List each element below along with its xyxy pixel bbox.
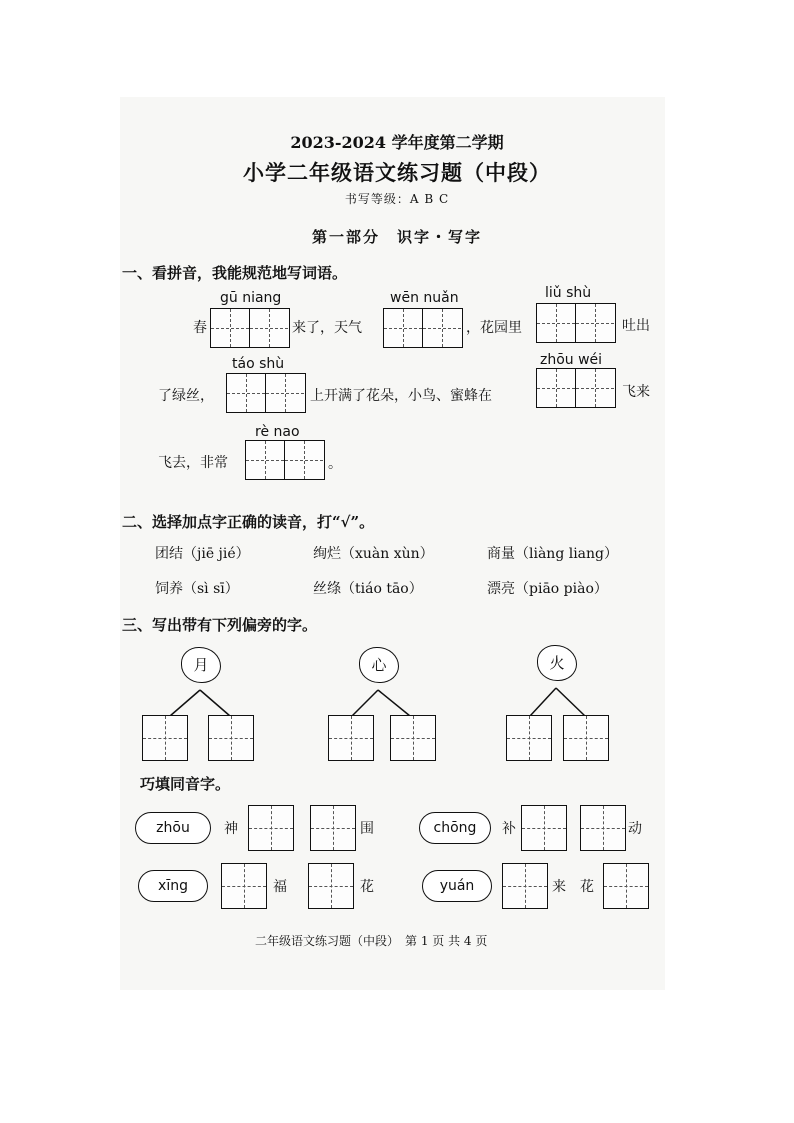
radical-write-box[interactable] <box>328 715 374 761</box>
text-huayuanli: ，花园里 <box>466 320 522 336</box>
homophone-box[interactable] <box>580 805 626 851</box>
radical-cloud-yue: 月 <box>181 647 221 683</box>
radical-write-box[interactable] <box>142 715 188 761</box>
pinyin-pill-chong: chōng <box>419 812 491 844</box>
homophone-box[interactable] <box>603 863 649 909</box>
char-hua-2: 花 <box>580 879 594 895</box>
homophone-box[interactable] <box>310 805 356 851</box>
radical-write-box[interactable] <box>390 715 436 761</box>
text-period: 。 <box>328 456 342 472</box>
pinyin-zhou-wei: zhōu wéi <box>540 352 603 368</box>
text-chun: 春 <box>193 320 207 336</box>
homophone-box[interactable] <box>502 863 548 909</box>
text-lvsi: 了绿丝， <box>158 388 214 404</box>
radical-write-box[interactable] <box>563 715 609 761</box>
radical-write-box[interactable] <box>506 715 552 761</box>
term-line: 2023-2024 学年度第二学期 <box>290 133 504 152</box>
pinyin-pill-yuan: yuán <box>422 870 492 902</box>
homophone-box[interactable] <box>221 863 267 909</box>
char-lai: 来 <box>552 879 566 895</box>
writing-grade: 书写等级：A B C <box>344 192 450 206</box>
question-3-heading: 三、写出带有下列偏旁的字。 <box>122 616 318 634</box>
homophone-box[interactable] <box>308 863 354 909</box>
pinyin-re-nao: rè nao <box>255 424 300 440</box>
char-shen: 神 <box>224 821 238 837</box>
homophone-box[interactable] <box>248 805 294 851</box>
option-sitao[interactable]: 丝绦（tiáo tāo） <box>313 581 423 597</box>
char-wei: 围 <box>360 821 374 837</box>
char-hua-1: 花 <box>360 879 374 895</box>
text-tuchu: 吐出 <box>622 318 650 334</box>
pinyin-pill-zhou: zhōu <box>135 812 211 844</box>
pinyin-wen-nuan: wēn nuǎn <box>390 290 459 306</box>
pinyin-liu-shu: liǔ shù <box>545 285 592 301</box>
question-2-heading: 二、选择加点字正确的读音，打“√”。 <box>122 513 375 531</box>
pinyin-gu-niang: gū niang <box>220 290 282 306</box>
part-title: 第一部分 识字・写字 <box>311 228 482 246</box>
pinyin-pill-xing: xīng <box>138 870 208 902</box>
text-feiqu: 飞去，非常 <box>158 455 228 471</box>
text-feilai: 飞来 <box>622 384 650 400</box>
page-footer: 二年级语文练习题（中段） 第 1 页 共 4 页 <box>255 934 488 948</box>
text-laile: 来了，天气 <box>292 320 362 336</box>
option-shangliang[interactable]: 商量（liàng liang） <box>487 546 619 562</box>
char-fu: 福 <box>273 879 287 895</box>
pinyin-tao-shu: táo shù <box>232 356 285 372</box>
homophone-box[interactable] <box>521 805 567 851</box>
char-bu: 补 <box>502 821 516 837</box>
radical-cloud-huo: 火 <box>537 645 577 681</box>
radical-write-box[interactable] <box>208 715 254 761</box>
question-4-heading: 巧填同音字。 <box>140 775 231 793</box>
page-title: 小学二年级语文练习题（中段） <box>243 160 551 185</box>
radical-cloud-xin: 心 <box>359 647 399 683</box>
option-piaoliang[interactable]: 漂亮（piāo piào） <box>487 581 608 597</box>
option-xuanlan[interactable]: 绚烂（xuàn xùn） <box>313 546 434 562</box>
char-dong: 动 <box>628 821 642 837</box>
question-1-heading: 一、看拼音，我能规范地写词语。 <box>122 264 348 282</box>
option-siyang[interactable]: 饲养（sì sī） <box>155 581 239 597</box>
option-tuanjie[interactable]: 团结（jiē jié） <box>155 546 250 562</box>
text-kaiman: 上开满了花朵，小鸟、蜜蜂在 <box>310 388 492 404</box>
